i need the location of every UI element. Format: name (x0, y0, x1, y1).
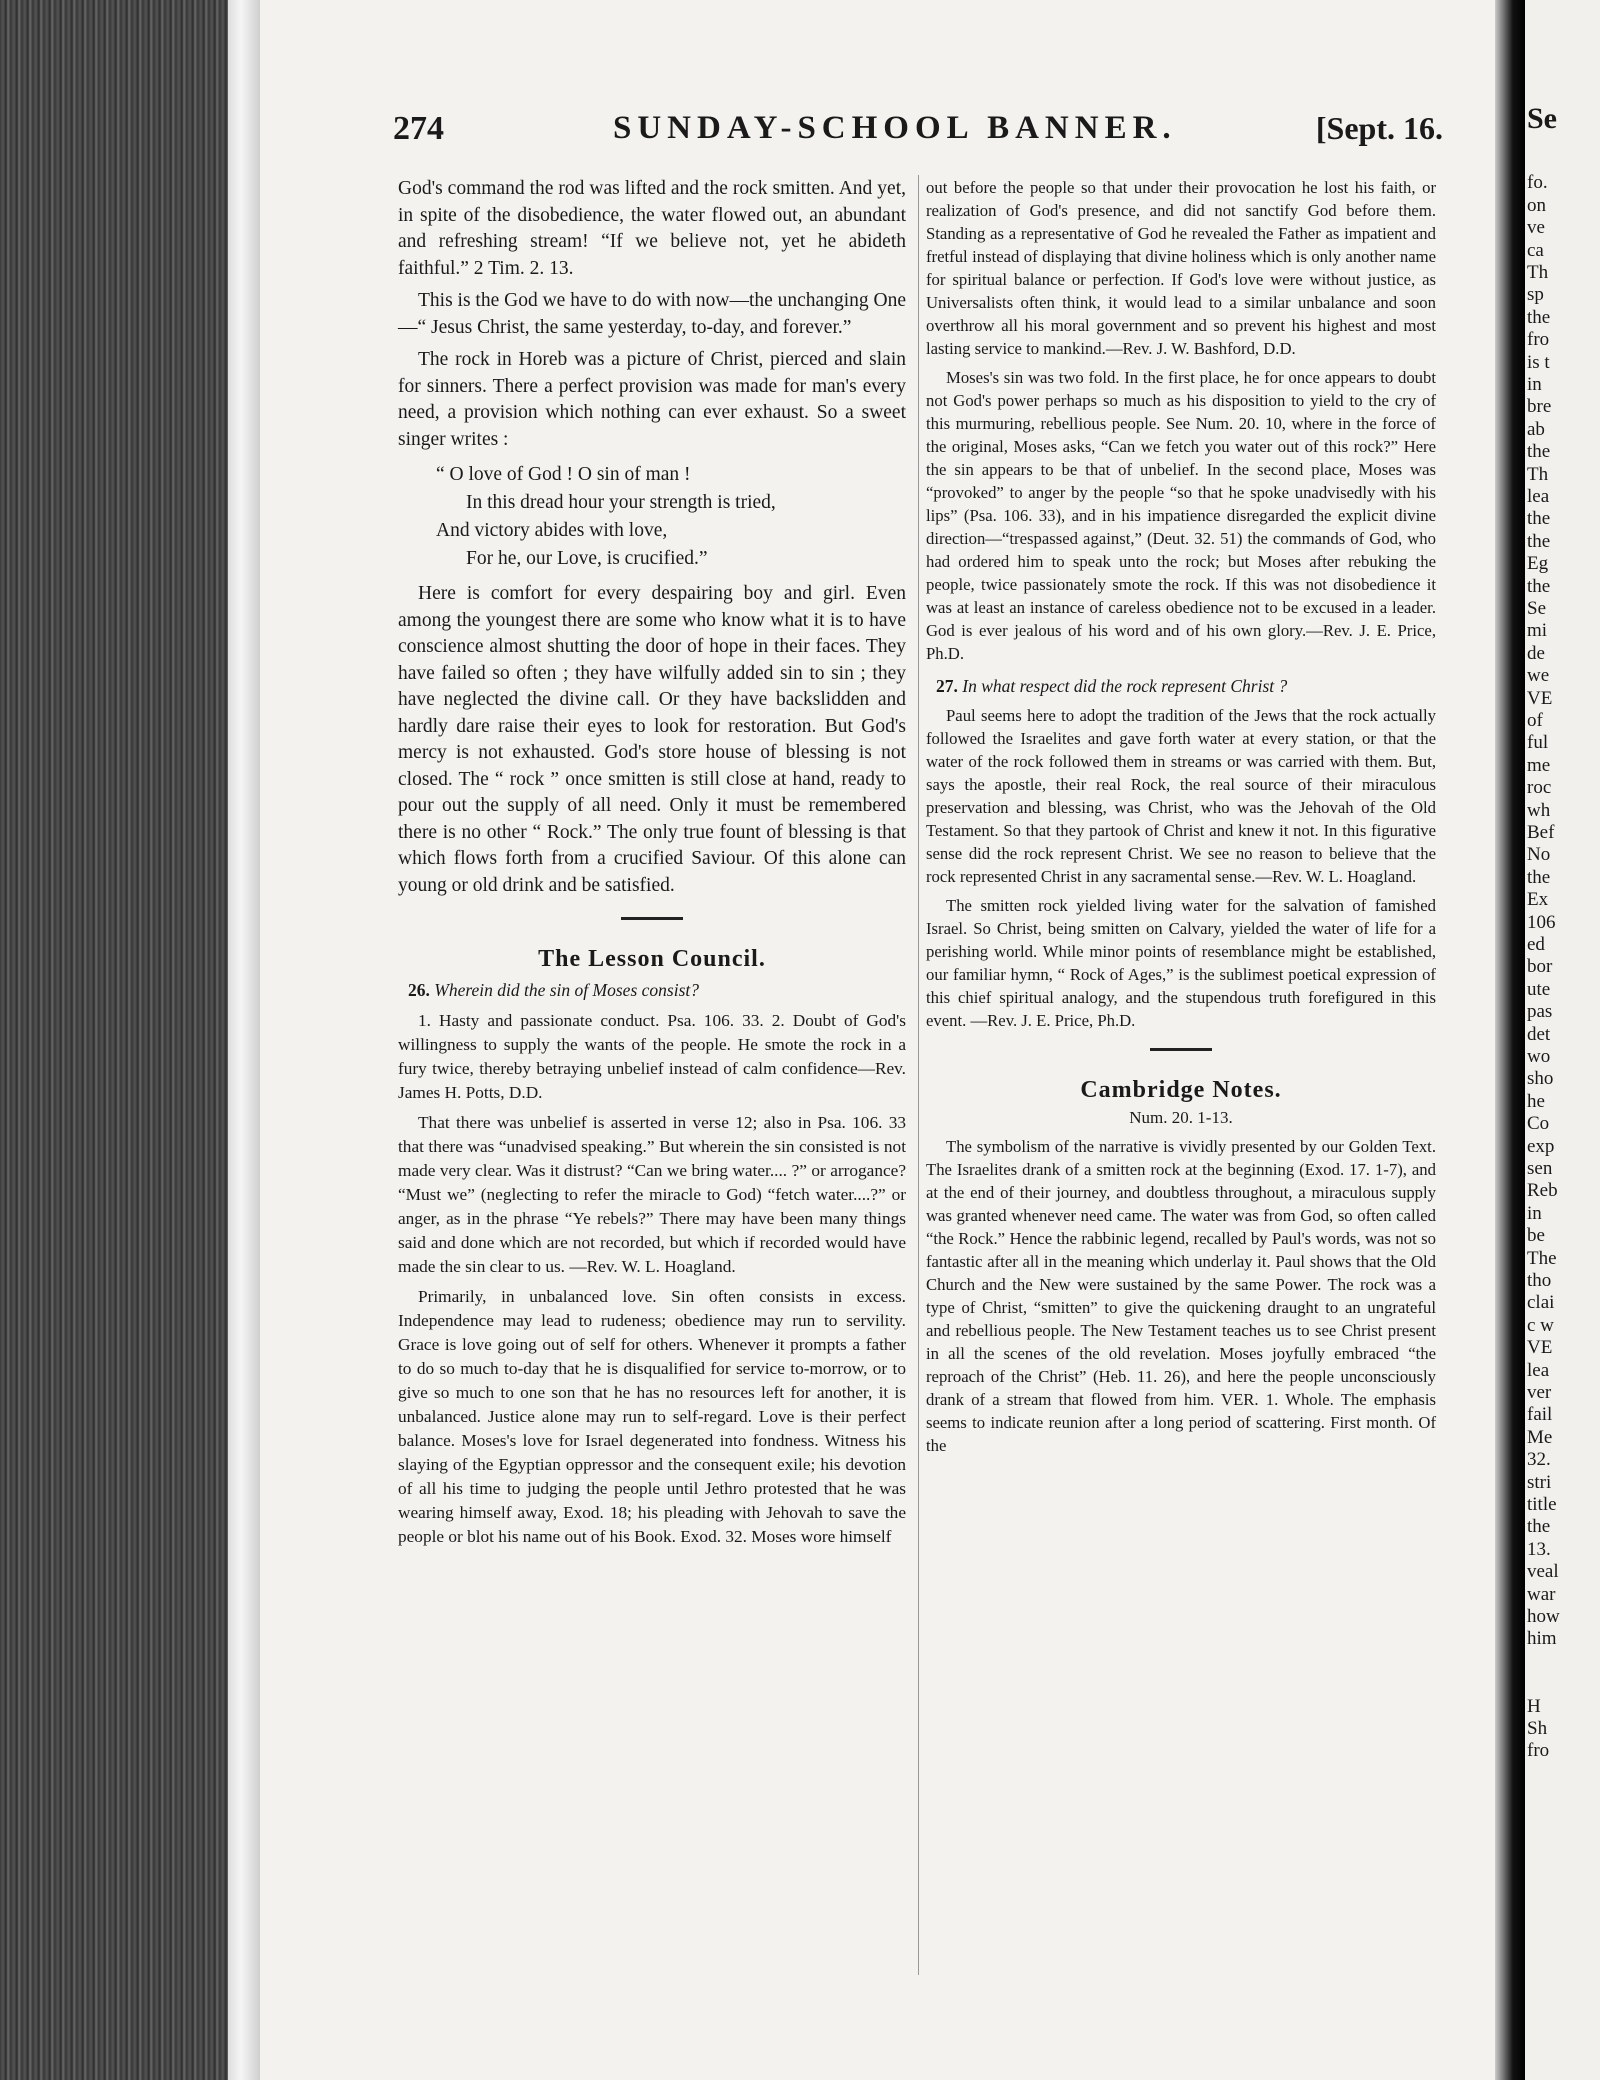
next-page-fragment: Se (1527, 102, 1557, 135)
left-column (398, 176, 906, 1549)
answer: The smitten rock yielded living water for the salvation of famished Israel. So Christ, being smitten on Calvary, yielded the water of life for a perishing world. While minor points of resemblance might be established, our familiar hymn, “ Rock of Ages,” is the sublimest poetical expression of this chief spiritual analogy, and the stupendous truth forefigured in this event. —Rev. J. E. Price, Ph.D. (926, 896, 1436, 1030)
next-page-fragment: the (1527, 866, 1551, 888)
next-page-fragment: wo (1527, 1046, 1551, 1067)
next-page-fragment: war (1527, 1583, 1556, 1605)
next-page-fragment: No (1527, 844, 1551, 866)
answer: That there was unbelief is asserted in verse 12; also in Psa. 106. 33 that there was “unadvised speaking.” But wherein the sin consisted is not made very clear. Was it distrust? “Can we bring water.... ?” or arrogance? “Must we” (neglecting to refer the miracle to God) “fetch water....?” or anger, as in the phrase “Ye rebels?” There may have been many things said and done which are not recorded, but which if recorded would have made the sin clear to us. —Rev. W. L. Hoagland. (398, 1113, 906, 1276)
next-page-edge (1525, 0, 1600, 2080)
next-page-fragment: mi (1527, 620, 1548, 642)
answer: Primarily, in unbalanced love. Sin often consists in excess. Independence may lead to rudeness; obedience may run to servility. Grace is love going out of self for others. Whenever it prompts a father to do so much to-day that he is disqualified for service to-morrow, or to give so much to one son that he has no resources left for another, it is unbalanced. Justice alone may run to self-regard. Love is their perfect balance. Moses's love for Israel degenerated into fondness. Witness his slaying of the Egyptian oppressor and the consequent exile; his devotion of all his time to judging the people until Jethro protested that he was wearing himself away, Exod. 18; his pleading with Jehovah to save the people or blot his name out of his Book. Exod. 32. Moses wore himself (398, 1287, 906, 1546)
next-page-fragment: the (1527, 441, 1551, 463)
next-page-fragment: de (1527, 642, 1545, 664)
next-page-fragment: title (1527, 1494, 1557, 1515)
next-page-fragment: VE (1527, 687, 1553, 709)
next-page-fragment: Co (1527, 1113, 1550, 1135)
next-page-fragment: wh (1527, 799, 1551, 821)
next-page-fragment: fro (1527, 1740, 1550, 1762)
paragraph: The rock in Horeb was a picture of Christ, pierced and slain for sinners. There a perfect provision was made for man's every need, a provision which nothing can ever exhaust. So a sweet singer writes : (398, 349, 906, 450)
next-page-fragment: Th (1527, 262, 1549, 283)
issue-date: [Sept. 16. (1315, 110, 1443, 146)
next-page-fragment: sp (1527, 284, 1544, 306)
next-page-fragment: veal (1527, 1561, 1559, 1583)
next-page-fragment: in (1527, 374, 1542, 395)
paragraph: This is the God we have to do with now—the unchanging One—“ Jesus Christ, the same yesterday, to-day, and forever.” (398, 290, 906, 338)
paragraph: The symbolism of the narrative is vividly presented by our Golden Text. The Israelites drank of a smitten rock at the beginning (Exod. 17. 1-7), and at the end of their journey, and doubtless throughout, a miraculous supply was granted whenever need came. The water was from God, so often called “the Rock.” Hence the rabbinic legend, recalled by Paul's words, was not so fantastic after all in the meaning which underlay it. Paul shows that the Old Church and the New were sustained by the same Power. The rock was a type of Christ, “smitten” to give the quickening draught to an ungrateful and rebellious people. The New Testament teaches us to see Christ present in all the scenes of the old revelation. Moses joyfully embraced “the reproach of the Christ” (Heb. 11. 26), and here the people unconsciously drank of a stream that flowed from him. VER. 1. Whole. The emphasis seems to indicate reunion after a long period of scattering. First month. Of the (926, 1137, 1436, 1455)
next-page-fragment: sho (1527, 1068, 1554, 1090)
next-page-fragment: clai (1527, 1292, 1555, 1314)
paragraph: out before the people so that under their provocation he lost his faith, or realization of God's presence, and did not sanctify God before them. Standing as a representative of God he revealed the Father as impatient and fretful instead of displaying that divine holiness which is only another name for spiritual balance or perfection. If God's love were without justice, as Universalists often think, it would lead to a similar unbalance and soon overthrow all his moral government and so prevent his highest and most lasting service to mankind.—Rev. J. W. Bashford, D.D. (926, 178, 1436, 358)
next-page-fragment: me (1527, 754, 1551, 776)
next-page-fragment: Bef (1527, 822, 1555, 843)
paragraph: God's command the rod was lifted and the rock smitten. And yet, in spite of the disobedience, the water flowed out, an abundant and refreshing stream! “If we believe not, yet he abideth faithful.” 2 Tim. 2. 13. (398, 178, 906, 279)
next-page-fragment: Ex (1527, 889, 1549, 911)
next-page-fragment: roc (1527, 777, 1552, 799)
next-page-fragment: ed (1527, 934, 1545, 955)
next-page-fragment: the (1527, 1516, 1551, 1538)
binding-gutter (1495, 0, 1525, 2080)
next-page-fragment: the (1527, 306, 1551, 328)
next-page-fragment: lea (1527, 1359, 1550, 1381)
next-page-fragment: 13. (1527, 1538, 1551, 1560)
next-page-fragment: Reb (1527, 1180, 1558, 1202)
next-page-fragment: on (1527, 194, 1546, 216)
next-page-fragment: he (1527, 1090, 1545, 1112)
next-page-fragment: sen (1527, 1158, 1553, 1179)
next-page-fragment: lea (1527, 486, 1550, 507)
next-page-fragment: the (1527, 530, 1551, 552)
paragraph: Here is comfort for every despairing boy and girl. Even among the youngest there are some who know what it is to have conscience almost shutting the door of hope in their faces. They have failed so often ; they have wilfully added sin to sin ; they have neglected the divine call. Or they have backslidden and hardly dare raise their eyes to look for restoration. But God's mercy is not exhausted. God's store house of blessing is not closed. The “ rock ” once smitten is still close at hand, ready to pour out the supply of all need. Only it must be remembered there is no other “ Rock.” The only true fount of blessing is that which flows forth from a crucified Saviour. Of this alone can young or old drink and be satisfied. (398, 583, 906, 896)
question (408, 977, 906, 1004)
next-page-fragment: fo. (1527, 172, 1548, 194)
next-page-fragment: VE (1527, 1337, 1553, 1359)
next-page-fragment: fail (1527, 1404, 1553, 1426)
section-title: Cambridge Notes. (1080, 1077, 1282, 1103)
next-page-fragment: det (1527, 1023, 1551, 1045)
poem-line: For he, our Love, is crucified.” (466, 548, 708, 569)
poem-line: “ O love of God ! O sin of man ! (436, 464, 691, 485)
next-page-fragment: c w (1527, 1314, 1554, 1336)
poem-line: And victory abides with love, (436, 520, 668, 541)
next-page-fragment: ful (1527, 732, 1549, 754)
next-page-fragment: The (1527, 1247, 1557, 1269)
next-page-fragment: exp (1527, 1135, 1555, 1157)
page-number: 274 (393, 110, 444, 147)
paragraph: Moses's sin was two fold. In the first place, he for once appears to doubt not God's power perhaps so much as his disposition to yield to the cry of this murmuring, rebellious people. See Num. 20. 10, where in the force of the original, Moses asks, “Can we fetch you water out of this rock?” Here the sin appears to be that of unbelief. In the second place, Moses was “provoked” to anger by the people “so that he spoke unadvisedly with his lips” (Psa. 106. 33), and in his impatience disregarded the explicit divine direction—“trespassed against,” (Deut. 32. 51) the commands of God, who had ordered him to speak unto the rock; but Moses after rebuking the people, twice passionately smote the rock. If this was not disobedience it was at least an instance of careless obedience not to be excused in a leader. God is ever jealous of his word and of his own glory.—Rev. J. E. Price, Ph.D. (926, 368, 1436, 663)
next-page-fragment: bor (1527, 956, 1553, 978)
question (936, 675, 1436, 698)
question-number: 27. (936, 676, 958, 696)
section-title: The Lesson Council. (538, 946, 766, 972)
section-rule (1150, 1048, 1212, 1051)
question-number: 26. (408, 979, 430, 1000)
next-page-fragment: Th (1527, 463, 1549, 485)
next-page-fragment: how (1527, 1606, 1560, 1627)
next-page-fragment: H (1527, 1695, 1541, 1717)
scripture-reference: Num. 20. 1-13. (1129, 1108, 1233, 1127)
next-page-fragment: bre (1527, 396, 1552, 418)
next-page-fragment: Me (1527, 1426, 1553, 1448)
page-header (393, 110, 1443, 156)
next-page-fragment: ute (1527, 978, 1551, 1000)
page-edge (228, 0, 260, 2080)
answer: Paul seems here to adopt the tradition of the Jews that the rock actually followed the Israelites and gave forth water at every station, or that the water of the rock followed them in streams or was carried with them. But, says the apostle, their real Rock, the real source of their miraculous preservation and blessing, was Christ, who was the Jehovah of the Old Testament. So that they partook of Christ and knew it not. In this figurative sense did the rock represent Christ. We see no reason to believe that the rock represented Christ in any sacramental sense.—Rev. W. L. Hoagland. (926, 706, 1436, 886)
next-page-fragment: the (1527, 508, 1551, 530)
next-page-fragment: fro (1527, 329, 1550, 351)
next-page-fragment: him (1527, 1628, 1557, 1650)
next-page-fragment: ca (1527, 239, 1544, 261)
next-page-fragment: Sh (1527, 1718, 1548, 1739)
next-page-fragment: ver (1527, 1382, 1552, 1403)
book-spine (0, 0, 260, 2080)
next-page-fragment: pas (1527, 1001, 1553, 1023)
next-page-fragment: ve (1527, 217, 1545, 239)
answer: 1. Hasty and passionate conduct. Psa. 106. 33. 2. Doubt of God's willingness to supply the wants of the people. He smote the rock in a fury twice, thereby betraying unbelief instead of calm confidence—Rev. James H. Potts, D.D. (398, 1011, 906, 1102)
next-page-fragment: Se (1527, 598, 1546, 619)
next-page-fragment: ab (1527, 418, 1545, 440)
next-page-fragment: in (1527, 1202, 1542, 1224)
poem-line: In this dread hour your strength is tried, (466, 492, 776, 513)
question-text: In what respect did the rock represent Christ ? (962, 676, 1288, 696)
next-page-fragment: tho (1527, 1270, 1552, 1291)
poem (436, 461, 906, 573)
next-page-fragment: is t (1527, 351, 1550, 373)
next-page-fragment: the (1527, 575, 1551, 597)
next-page-fragment: we (1527, 665, 1550, 687)
right-column (926, 176, 1436, 1457)
running-title: SUNDAY-SCHOOL BANNER. (613, 110, 1177, 146)
next-page-fragment: of (1527, 710, 1543, 731)
question-text: Wherein did the sin of Moses consist? (434, 979, 699, 1000)
next-page-fragment: 106 (1527, 911, 1556, 933)
next-page-fragment: stri (1527, 1471, 1552, 1493)
next-page-fragment: Eg (1527, 553, 1549, 575)
column-rule (918, 175, 919, 1975)
next-page-fragment: 32. (1527, 1449, 1551, 1471)
next-page-fragment: be (1527, 1225, 1545, 1247)
section-rule (621, 917, 683, 920)
